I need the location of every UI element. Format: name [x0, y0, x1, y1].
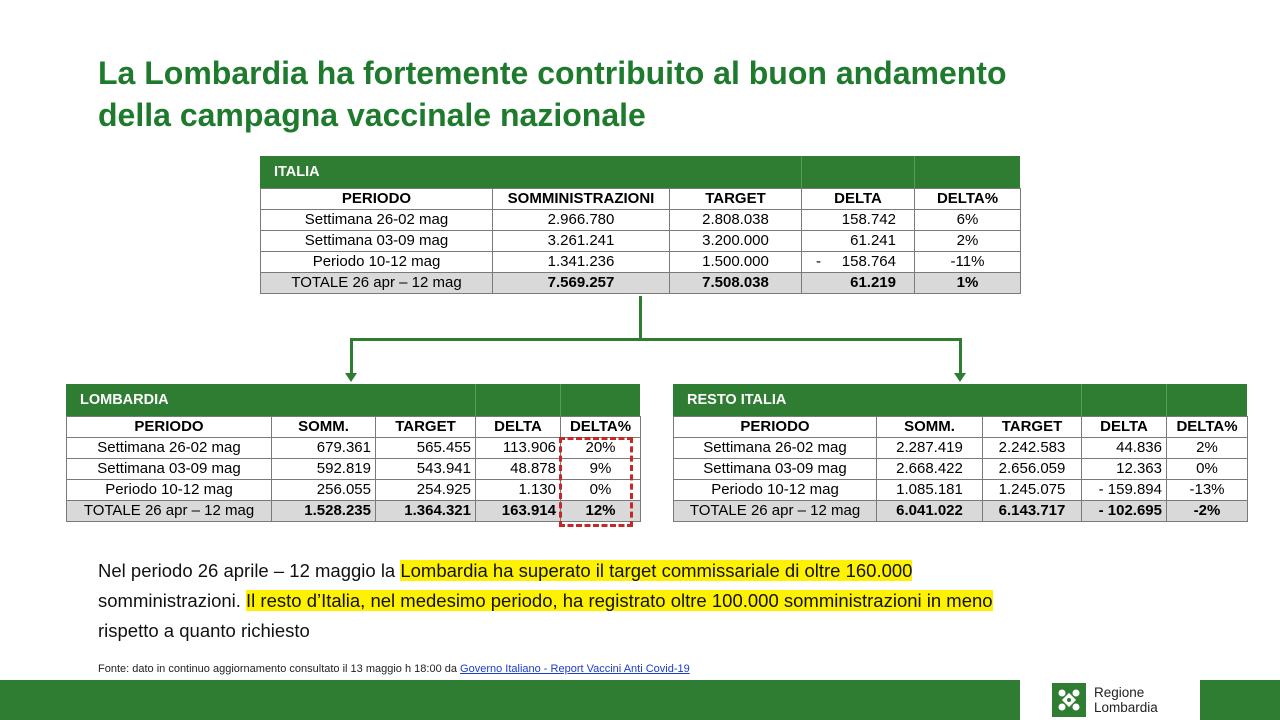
table-cell: 61.219 — [802, 273, 915, 294]
col-header: TARGET — [376, 417, 476, 438]
col-header: PERIODO — [67, 417, 272, 438]
table-cell: - 158.764 — [802, 252, 915, 273]
table-cell: 9% — [561, 459, 641, 480]
italia-table — [260, 156, 1020, 296]
table-cell: 679.361 — [272, 438, 376, 459]
table-cell: 7.508.038 — [670, 273, 802, 294]
table-cell: 543.941 — [376, 459, 476, 480]
table-row — [674, 480, 1248, 501]
table-cell: Periodo 10-12 mag — [674, 480, 877, 501]
table-cell: 3.200.000 — [670, 231, 802, 252]
lombardia-data-table — [66, 416, 641, 522]
table-cell: 2% — [915, 231, 1021, 252]
italia-data-table — [260, 188, 1021, 294]
col-header: TARGET — [670, 189, 802, 210]
table-row — [261, 252, 1021, 273]
table-cell: Settimana 03-09 mag — [674, 459, 877, 480]
italia-header-label: ITALIA — [274, 164, 320, 180]
table-cell: 565.455 — [376, 438, 476, 459]
table-cell: 20% — [561, 438, 641, 459]
table-row — [674, 459, 1248, 480]
table-cell: 6% — [915, 210, 1021, 231]
title-line-2: della campagna vaccinale nazionale — [98, 97, 646, 133]
table-row — [674, 438, 1248, 459]
col-header: DELTA — [802, 189, 915, 210]
table-cell: 1.341.236 — [493, 252, 670, 273]
table-cell: 1.500.000 — [670, 252, 802, 273]
table-cell: -13% — [1167, 480, 1248, 501]
summary-paragraph: Nel periodo 26 aprile – 12 maggio la Lombardia ha superato il target commissariale di oltre 160.000 somministrazioni. Il resto d’Italia, nel medesimo periodo, ha registrato oltre 100.000 somministrazioni in meno rispetto a quanto richiesto — [98, 560, 993, 641]
table-row — [261, 210, 1021, 231]
resto-italia-data-table — [673, 416, 1248, 522]
table-total-row — [674, 501, 1248, 522]
table-cell: Settimana 03-09 mag — [261, 231, 493, 252]
table-cell: 1.364.321 — [376, 501, 476, 522]
table-cell: 48.878 — [476, 459, 561, 480]
table-cell: 0% — [561, 480, 641, 501]
table-cell: Settimana 03-09 mag — [67, 459, 272, 480]
table-cell: 1.245.075 — [983, 480, 1082, 501]
table-cell: 1.528.235 — [272, 501, 376, 522]
table-cell: 2.242.583 — [983, 438, 1082, 459]
table-cell: 256.055 — [272, 480, 376, 501]
highlight-resto: Il resto d’Italia, nel medesimo periodo, ha registrato oltre 100.000 somministrazioni in meno — [246, 590, 993, 611]
table-cell: Settimana 26-02 mag — [674, 438, 877, 459]
table-cell: 12% — [561, 501, 641, 522]
page-title — [98, 52, 1198, 136]
col-header: DELTA% — [915, 189, 1021, 210]
table-cell: 0% — [1167, 459, 1248, 480]
regione-lombardia-logo — [1052, 680, 1158, 720]
table-cell: 113.906 — [476, 438, 561, 459]
table-cell: Settimana 26-02 mag — [67, 438, 272, 459]
table-cell: -2% — [1167, 501, 1248, 522]
table-cell: 2.656.059 — [983, 459, 1082, 480]
col-header: SOMMINISTRAZIONI — [493, 189, 670, 210]
table-cell: 2.808.038 — [670, 210, 802, 231]
highlight-lombardia: Lombardia ha superato il target commissariale di oltre 160.000 — [400, 560, 913, 581]
table-row — [67, 459, 641, 480]
table-cell: 6.143.717 — [983, 501, 1082, 522]
table-cell: 2.966.780 — [493, 210, 670, 231]
footer-bar-left — [0, 680, 1020, 720]
table-cell: - 159.894 — [1082, 480, 1167, 501]
footer-bar-right — [1200, 680, 1280, 720]
table-row — [261, 231, 1021, 252]
table-cell: TOTALE 26 apr – 12 mag — [67, 501, 272, 522]
negative-sign: - — [816, 253, 821, 270]
source-link[interactable]: Governo Italiano - Report Vaccini Anti Covid-19 — [460, 663, 690, 675]
italia-table-header — [260, 156, 1020, 188]
table-cell: 1% — [915, 273, 1021, 294]
table-cell: Settimana 26-02 mag — [261, 210, 493, 231]
table-cell: 592.819 — [272, 459, 376, 480]
table-header-row — [67, 417, 641, 438]
col-header: SOMM. — [272, 417, 376, 438]
table-cell: - 102.695 — [1082, 501, 1167, 522]
col-header: DELTA — [476, 417, 561, 438]
table-cell: TOTALE 26 apr – 12 mag — [261, 273, 493, 294]
table-cell: Periodo 10-12 mag — [261, 252, 493, 273]
col-header: DELTA% — [1167, 417, 1248, 438]
regione-lombardia-logo-icon — [1052, 683, 1086, 717]
table-cell: -11% — [915, 252, 1021, 273]
lombardia-header-label: LOMBARDIA — [80, 392, 169, 408]
table-total-row — [67, 501, 641, 522]
table-total-row — [261, 273, 1021, 294]
table-cell: 158.742 — [802, 210, 915, 231]
lombardia-table-header — [66, 384, 640, 416]
table-cell: 3.261.241 — [493, 231, 670, 252]
table-cell: 254.925 — [376, 480, 476, 501]
table-cell: 2.668.422 — [877, 459, 983, 480]
table-cell: 12.363 — [1082, 459, 1167, 480]
col-header: DELTA — [1082, 417, 1167, 438]
table-cell: 163.914 — [476, 501, 561, 522]
resto-italia-table-header — [673, 384, 1247, 416]
resto-italia-header-label: RESTO ITALIA — [687, 392, 787, 408]
table-cell: 2.287.419 — [877, 438, 983, 459]
table-header-row — [261, 189, 1021, 210]
table-cell: 2% — [1167, 438, 1248, 459]
table-row — [67, 438, 641, 459]
title-line-1: La Lombardia ha fortemente contribuito al buon andamento — [98, 55, 1007, 91]
source-note: Fonte: dato in continuo aggiornamento consultato il 13 maggio h 18:00 da Governo Italiano - Report Vaccini Anti Covid-19 — [98, 663, 690, 675]
resto-italia-table — [673, 384, 1247, 529]
table-header-row — [674, 417, 1248, 438]
arrow-down-icon — [954, 373, 966, 382]
table-cell: TOTALE 26 apr – 12 mag — [674, 501, 877, 522]
table-cell: 1.130 — [476, 480, 561, 501]
delta-highlight-box — [559, 437, 633, 527]
table-cell: 7.569.257 — [493, 273, 670, 294]
table-cell: 61.241 — [802, 231, 915, 252]
arrow-down-icon — [345, 373, 357, 382]
table-cell: 6.041.022 — [877, 501, 983, 522]
table-row — [67, 480, 641, 501]
lombardia-table — [66, 384, 640, 529]
table-cell: Periodo 10-12 mag — [67, 480, 272, 501]
table-cell: 1.085.181 — [877, 480, 983, 501]
col-header: DELTA% — [561, 417, 641, 438]
col-header: PERIODO — [674, 417, 877, 438]
col-header: SOMM. — [877, 417, 983, 438]
logo-text: Regione Lombardia — [1094, 685, 1158, 715]
col-header: PERIODO — [261, 189, 493, 210]
col-header: TARGET — [983, 417, 1082, 438]
table-cell: 44.836 — [1082, 438, 1167, 459]
